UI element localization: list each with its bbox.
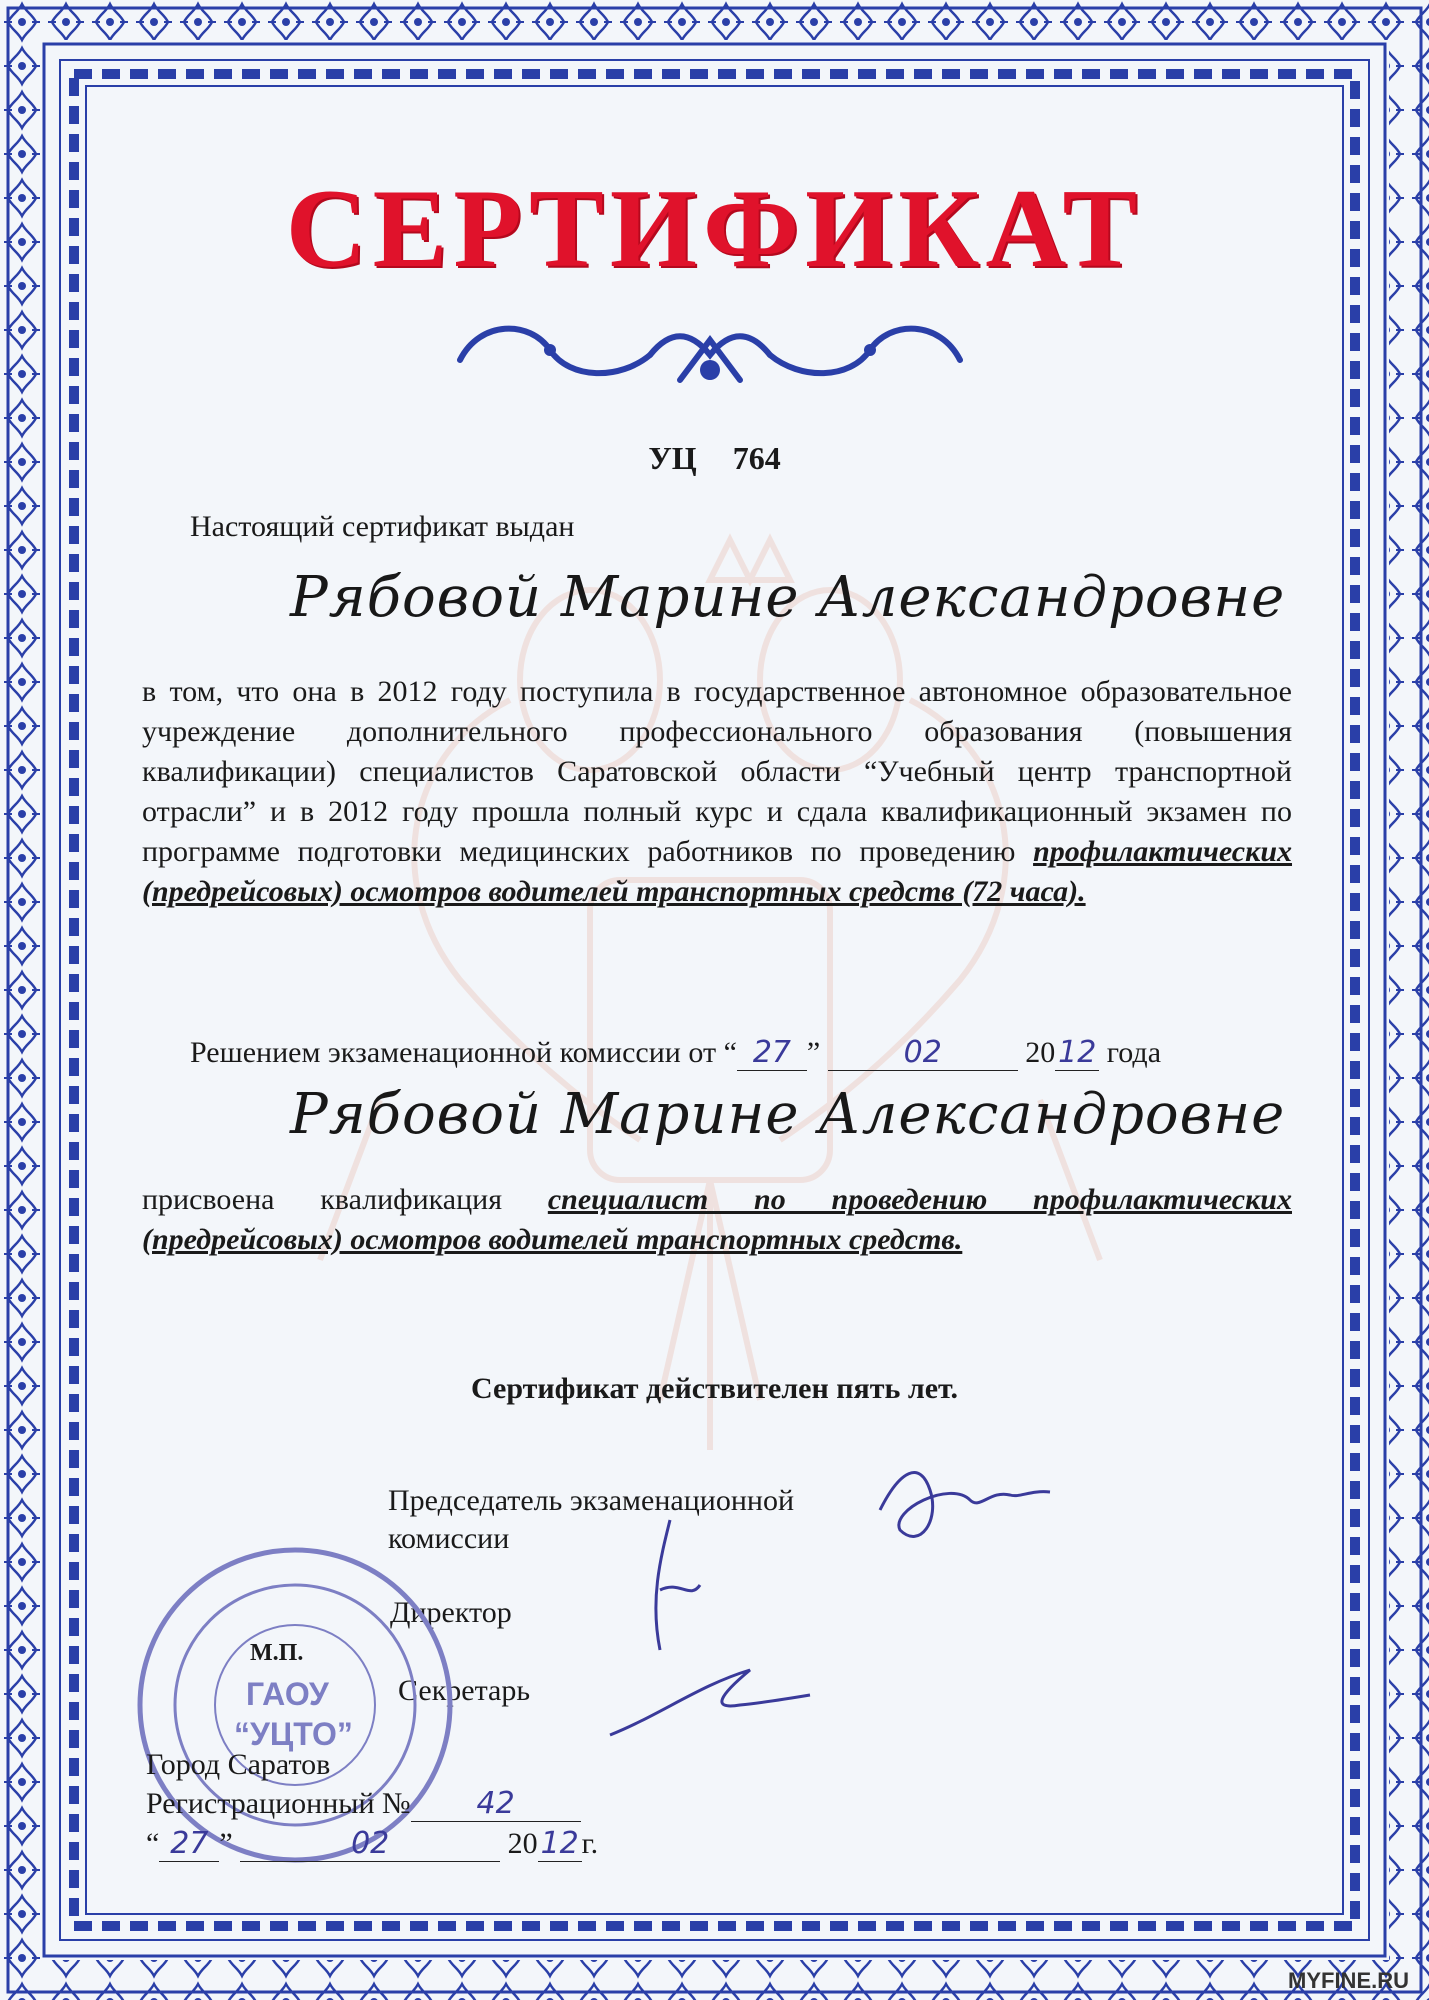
chairman-title: Председатель экзаменационной [388,1484,794,1517]
city-label: Город Саратов [146,1748,331,1781]
qualification-text: специалист по проведению профилактических (предрейсовых) осмотров водителей транспортных средств. [142,1183,1292,1256]
certificate-body [142,672,1292,912]
stamp-org-short: ГАОУ [246,1676,329,1712]
issue-month: 02 [240,1826,500,1862]
recipient-name-repeat: Рябовой Марине Александровне [290,1082,1286,1147]
decision-year-prefix: 20 [1025,1036,1056,1069]
validity-statement: Сертификат действителен пять лет. [470,1372,959,1405]
stamp-org-code: “УЦТО” [234,1716,353,1752]
title-flourish [440,300,980,410]
certificate-code [0,440,1429,477]
decision-year-word: года [1106,1036,1162,1069]
director-label: Директор [390,1596,512,1629]
qualification-label: присвоена квалификация [142,1183,503,1216]
issue-date-suffix: г. [581,1827,599,1860]
chairman-signature [860,1450,1060,1570]
stamp-mp-label: М.П. [250,1640,304,1666]
registration-label: Регистрационный № [146,1787,411,1820]
decision-day: 27 [737,1035,807,1071]
issue-date-line: “ 27 ” 02 2012г. [146,1826,599,1861]
chairman-title-line2: комиссии [388,1522,510,1555]
issue-year-prefix: 20 [507,1827,538,1860]
course-name: профилактических (предрейсовых) осмотров водителей транспортных средств (72 часа). [142,835,1293,908]
decision-month: 02 [828,1035,1018,1071]
secretary-label: Секретарь [398,1674,531,1707]
issue-day: 27 [159,1826,219,1862]
director-signature [630,1510,720,1660]
code-prefix: УЦ [648,440,697,476]
issue-year-suffix: 12 [538,1826,582,1862]
body-text: в том, что она в 2012 году поступила в государственное автономное образовательное учреждение дополнительного профессионального образования (повышения квалификации) специалистов Саратовской области “Учебный центр транспортной отрасли” и в 2012 году прошла полный курс и сдала квалификационный экзамен по программе подготовки медицинских работников по проведению [142,675,1292,868]
site-watermark: MYFINE.RU [1288,1968,1409,1993]
certificate-title: СЕРТИФИКАТ [285,167,1144,291]
code-number: 764 [732,440,781,476]
decision-year-suffix: 12 [1055,1035,1099,1071]
qualification-block [142,1180,1292,1260]
coat-of-arms-watermark [260,500,1160,1500]
registration-line [146,1786,581,1822]
recipient-name: Рябовой Марине Александровне [290,565,1286,630]
decision-label: Решением экзаменационной комиссии от [190,1036,717,1069]
registration-number: 42 [411,1786,581,1822]
secretary-signature [600,1655,820,1745]
issued-to-label: Настоящий сертификат выдан [190,510,575,543]
decision-line: Решением экзаменационной комиссии от “ 27 ” 02 2012 года [190,1035,1162,1070]
